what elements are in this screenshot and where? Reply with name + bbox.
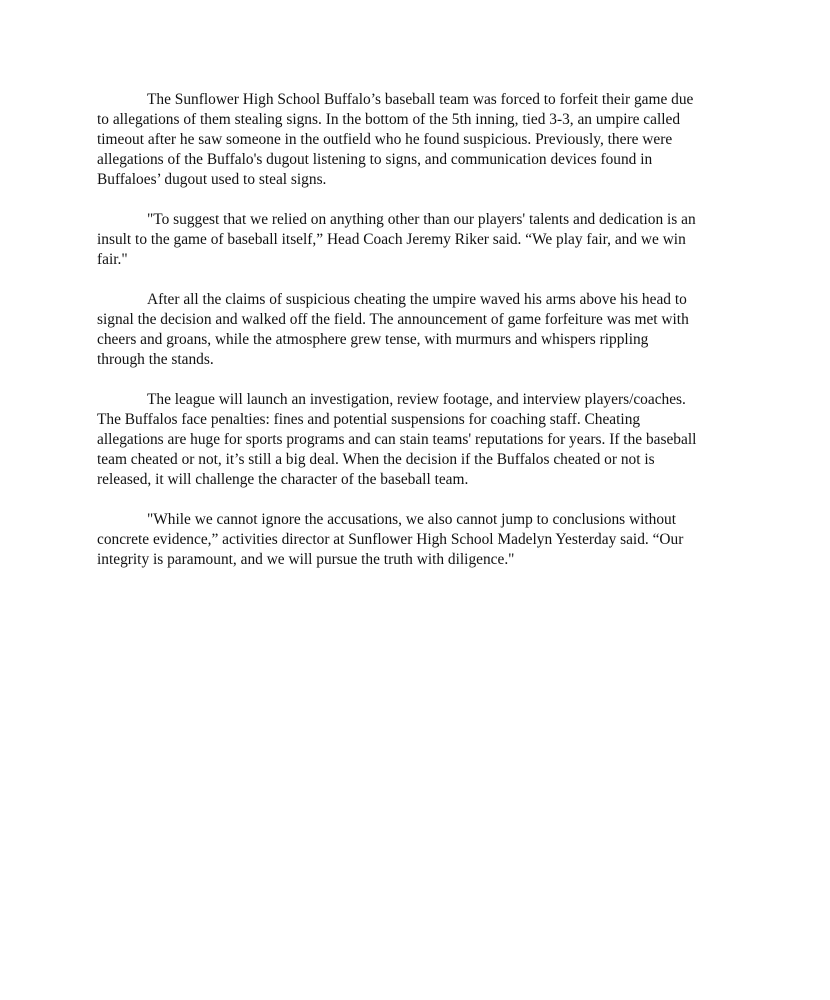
text-line: After all the claims of suspicious cheating the umpire waved his arms above his head to	[147, 291, 687, 308]
text-line: team cheated or not, it’s still a big deal. When the decision if the Buffalos cheated or not is	[97, 451, 655, 468]
paragraph-director-quote	[97, 510, 737, 570]
text-line: signal the decision and walked off the field. The announcement of game forfeiture was met with	[97, 311, 689, 328]
text-line: insult to the game of baseball itself,” Head Coach Jeremy Riker said. “We play fair, and we win	[97, 231, 686, 248]
text-line: timeout after he saw someone in the outfield who he found suspicious. Previously, there were	[97, 131, 673, 148]
text-line: "While we cannot ignore the accusations, we also cannot jump to conclusions without	[147, 511, 677, 528]
text-line: allegations are huge for sports programs and can stain teams' reputations for years. If the baseball	[97, 431, 697, 448]
text-line: The Buffalos face penalties: fines and potential suspensions for coaching staff. Cheating	[97, 411, 641, 428]
text-line: Buffaloes’ dugout used to steal signs.	[97, 171, 327, 188]
paragraph-investigation	[97, 390, 737, 490]
paragraph-coach-quote	[97, 210, 737, 270]
text-line: to allegations of them stealing signs. In the bottom of the 5th inning, tied 3-3, an umpire called	[97, 111, 681, 128]
paragraph-umpire-decision	[97, 290, 737, 370]
text-line: cheers and groans, while the atmosphere grew tense, with murmurs and whispers rippling	[97, 331, 649, 348]
text-line: through the stands.	[97, 351, 214, 368]
text-line: integrity is paramount, and we will pursue the truth with diligence."	[97, 551, 515, 568]
text-line: released, it will challenge the character of the baseball team.	[97, 471, 469, 488]
text-line: "To suggest that we relied on anything other than our players' talents and dedication is an	[147, 211, 696, 228]
article-body	[97, 90, 737, 590]
text-line: concrete evidence,” activities director at Sunflower High School Madelyn Yesterday said. “Our	[97, 531, 684, 548]
text-line: The Sunflower High School Buffalo’s baseball team was forced to forfeit their game due	[147, 91, 694, 108]
text-line: fair."	[97, 251, 128, 268]
paragraph-forfeit	[97, 90, 737, 190]
text-line: The league will launch an investigation, review footage, and interview players/coaches.	[147, 391, 686, 408]
text-line: allegations of the Buffalo's dugout listening to signs, and communication devices found in	[97, 151, 653, 168]
